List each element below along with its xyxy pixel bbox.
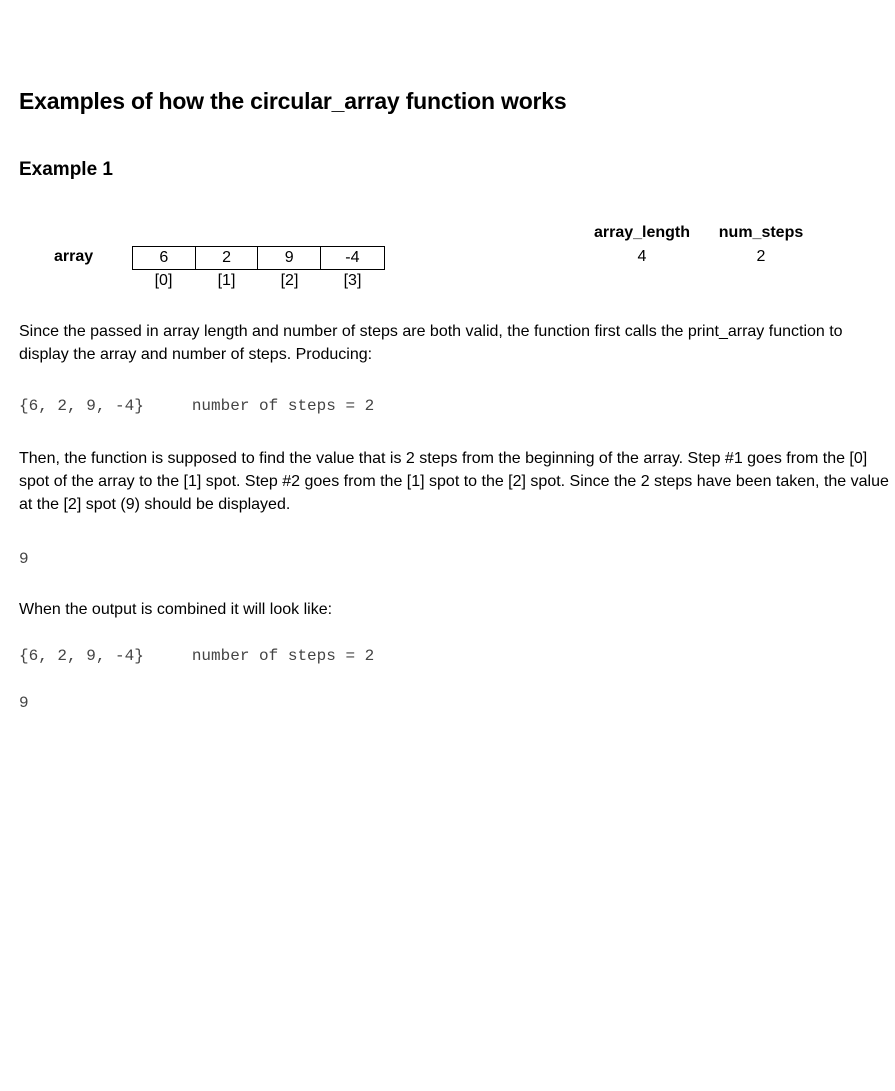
array-cell: 2 xyxy=(196,247,259,269)
paragraph-steps: Then, the function is supposed to find the value that is 2 steps from the beginning of the array. Step #1 goes from the [0] spot of the array to the [1] spot. Step #2 goes from the [1] spot to the [2] spot. Since the 2 steps have been taken, the value at the [2] spot (9) should be displayed. xyxy=(19,450,889,513)
paragraph-combined: When the output is combined it will look like: xyxy=(19,601,333,618)
array-length-value: 4 xyxy=(637,248,647,265)
array-cells xyxy=(132,246,385,270)
output-value: 9 xyxy=(19,550,29,568)
array-cell: -4 xyxy=(345,249,360,266)
num-steps-label: num_steps xyxy=(718,224,804,241)
array-length-label: array_length xyxy=(593,224,691,241)
combined-output-line-2: 9 xyxy=(19,694,29,712)
array-cell: 9 xyxy=(258,247,321,269)
output-print-array: {6, 2, 9, -4} number of steps = 2 xyxy=(19,397,375,415)
example-title: Example 1 xyxy=(19,159,113,180)
array-indices xyxy=(132,272,384,290)
page-title: Examples of how the circular_array function works xyxy=(19,88,567,114)
num-steps-value: 2 xyxy=(756,248,766,265)
combined-output-line-1: {6, 2, 9, -4} number of steps = 2 xyxy=(19,647,375,665)
paragraph-intro: Since the passed in array length and number of steps are both valid, the function first calls the print_array function to display the array and number of steps. Producing: xyxy=(19,323,843,363)
array-index: [0] xyxy=(154,272,173,289)
array-index: [3] xyxy=(343,272,362,289)
array-cell: 6 xyxy=(133,247,196,269)
array-index: [1] xyxy=(217,272,236,289)
array-index: [2] xyxy=(280,272,299,289)
array-label: array xyxy=(54,248,94,265)
